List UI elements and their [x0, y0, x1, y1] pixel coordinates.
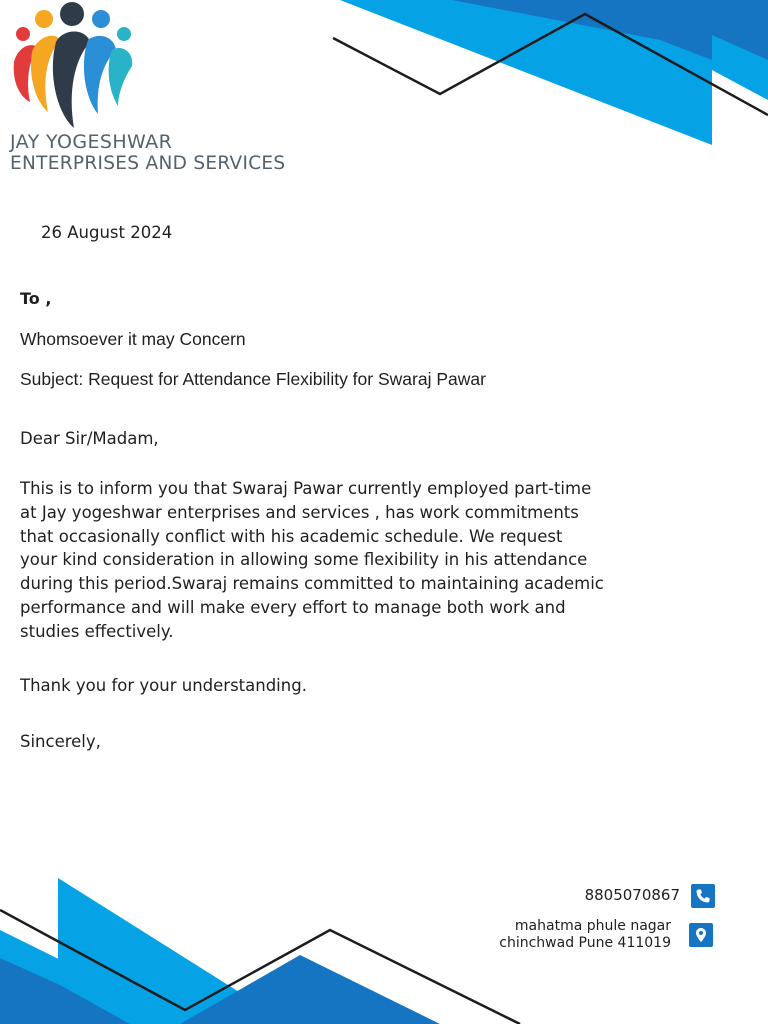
letter-closing: Sincerely, [20, 732, 101, 751]
contact-phone: 8805070867 [584, 886, 680, 904]
letter-to: To , [20, 289, 52, 308]
letter-body [20, 477, 700, 644]
letter-subject: Subject: Request for Attendance Flexibility for Swaraj Pawar [20, 369, 486, 389]
letter-date: 26 August 2024 [41, 223, 173, 242]
body-line: performance and will make every effort to manage both work and [20, 597, 566, 617]
body-line: that occasionally conflict with his academic schedule. We request [20, 526, 563, 546]
location-pin-icon [689, 923, 713, 947]
letter-thanks: Thank you for your understanding. [20, 676, 307, 695]
address-line2: chinchwad Pune 411019 [499, 935, 671, 951]
letter-recipient: Whomsoever it may Concern [20, 329, 246, 349]
letter-salutation: Dear Sir/Madam, [20, 429, 159, 448]
body-line: your kind consideration in allowing some flexibility in his attendance [20, 550, 588, 570]
company-name-line1: JAY YOGESHWAR [10, 131, 173, 153]
contact-address [499, 918, 671, 952]
company-name [10, 132, 285, 174]
body-line: This is to inform you that Swaraj Pawar currently employed part-time [20, 479, 592, 498]
body-line: at Jay yogeshwar enterprises and services , has work commitments [20, 502, 579, 522]
phone-icon [691, 884, 715, 908]
company-logo [8, 2, 138, 132]
body-line: during this period.Swaraj remains committed to maintaining academic [20, 574, 604, 594]
body-line: studies effectively. [20, 621, 174, 641]
company-name-line2: ENTERPRISES AND SERVICES [10, 153, 286, 174]
address-line1: mahatma phule nagar [514, 918, 671, 934]
